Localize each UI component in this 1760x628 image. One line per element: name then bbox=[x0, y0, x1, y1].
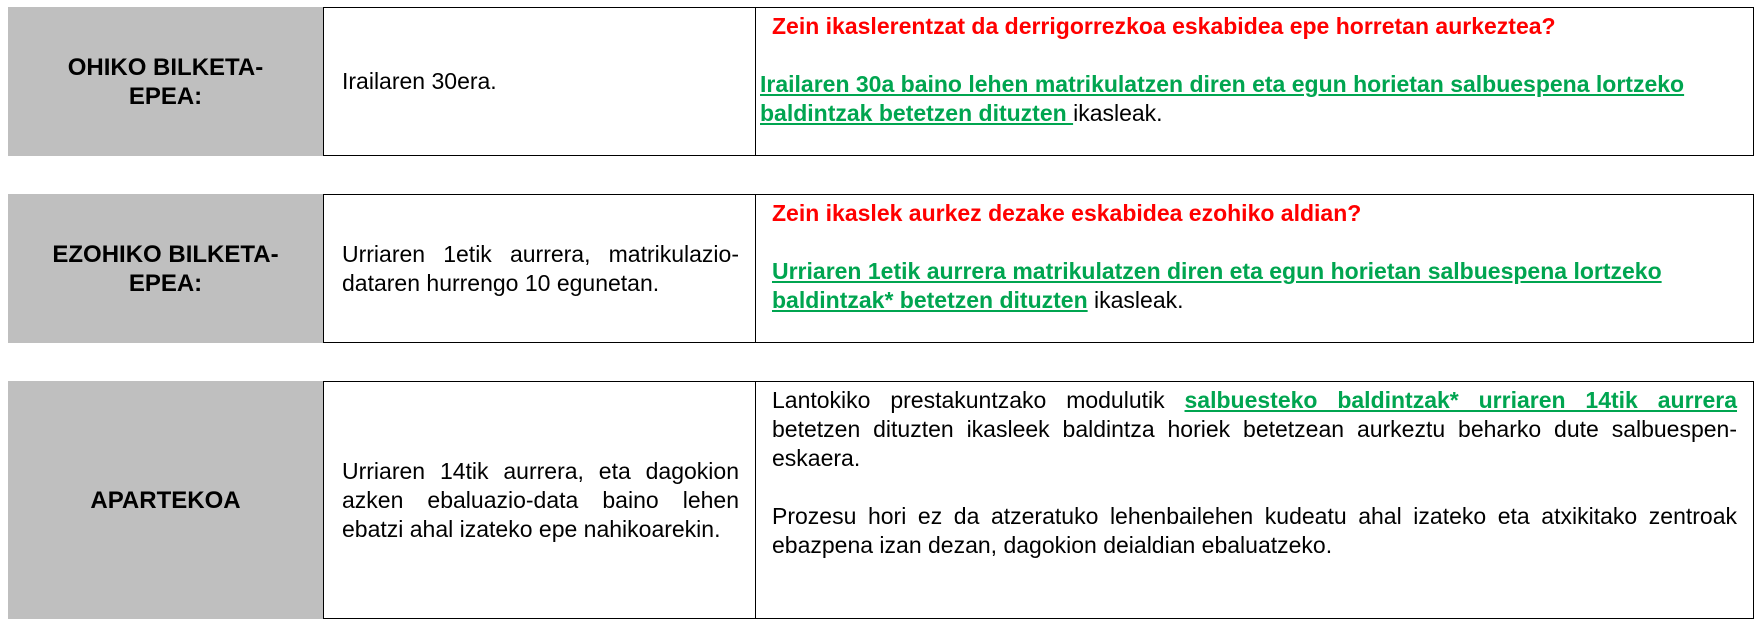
period-text: Urriaren 14tik aurrera, eta dagokion azken ebaluazio-data baino lehen ebatzi ahal izateko epe nahikoarekin. bbox=[342, 457, 739, 542]
row-label: EZOHIKO BILKETA- EPEA: bbox=[8, 194, 323, 343]
answer-link[interactable]: Urriaren 1etik aurrera matrikulatzen diren eta egun horietan salbuespena lortzeko baldintzak* betetzen dituzten bbox=[772, 258, 1662, 313]
answer-text: Urriaren 1etik aurrera matrikulatzen diren eta egun horietan salbuespena lortzeko baldintzak* betetzen dituzten ikasleak. bbox=[772, 258, 1662, 313]
period-cell bbox=[323, 381, 756, 619]
description-cell bbox=[756, 7, 1754, 156]
row-apartekoa bbox=[8, 381, 1754, 619]
paragraph-2: Prozesu hori ez da atzeratuko lehenbailehen kudeatu ahal izateko eta atxikitako zentroak ebazpena izan dezan, dagokion deialdian ebaluatzeko. bbox=[772, 503, 1737, 558]
conditions-link[interactable]: salbuesteko baldintzak* urriaren 14tik aurrera bbox=[1184, 387, 1738, 413]
period-text: Urriaren 1etik aurrera, matrikulazio-dataren hurrengo 10 egunetan. bbox=[342, 240, 739, 296]
period-cell bbox=[323, 194, 756, 343]
row-label: OHIKO BILKETA- EPEA: bbox=[8, 7, 323, 156]
period-text: Irailaren 30era. bbox=[342, 68, 497, 94]
description-cell bbox=[756, 194, 1754, 343]
answer-link[interactable]: Irailaren 30a baino lehen matrikulatzen diren eta egun horietan salbuespena lortzeko baldintzak betetzen dituzten bbox=[760, 71, 1685, 126]
answer-text: Irailaren 30a baino lehen matrikulatzen diren eta egun horietan salbuespena lortzeko baldintzak betetzen dituzten ikasleak. bbox=[760, 71, 1685, 126]
paragraph-1: Lantokiko prestakuntzako modulutik salbuesteko baldintzak* urriaren 14tik aurrera betetzen dituzten ikasleek baldintza horiek betetzean aurkeztu beharko dute salbuespen-eskaera. bbox=[772, 387, 1738, 471]
description-cell bbox=[756, 381, 1754, 619]
row-ohiko bbox=[8, 7, 1754, 156]
question-text: Zein ikaslerentzat da derrigorrezkoa eskabidea epe horretan aurkeztea? bbox=[772, 13, 1556, 39]
question-text: Zein ikaslek aurkez dezake eskabidea ezohiko aldian? bbox=[772, 200, 1362, 226]
row-ezohiko bbox=[8, 194, 1754, 343]
period-cell bbox=[323, 7, 756, 156]
row-label: APARTEKOA bbox=[8, 381, 323, 619]
